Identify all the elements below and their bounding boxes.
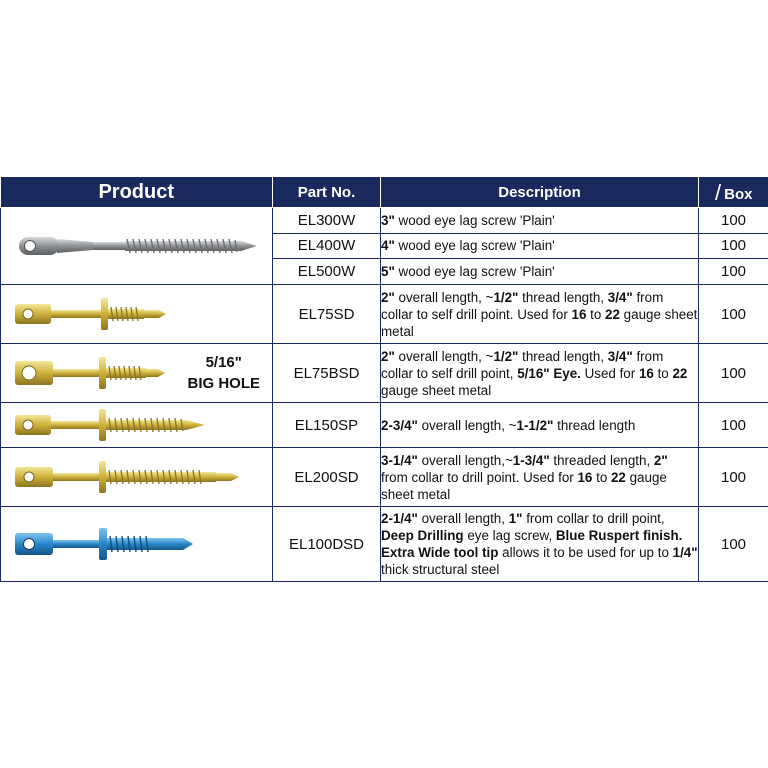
table-row [1, 344, 768, 403]
table-row [1, 448, 768, 507]
header-part-no: Part No. [273, 177, 381, 208]
part-number: EL75BSD [273, 344, 381, 403]
box-quantity: 100 [699, 259, 768, 285]
box-quantity: 100 [699, 285, 768, 344]
description: 4" wood eye lag screw 'Plain' [381, 233, 699, 259]
gold-self-drill-eye-lag-screw [1, 285, 273, 343]
box-quantity: 100 [699, 448, 768, 507]
product-image-cell [1, 344, 273, 403]
table-row [1, 208, 768, 234]
table-row [1, 285, 768, 344]
product-image-cell [1, 285, 273, 344]
part-number: EL75SD [273, 285, 381, 344]
gold-sharp-point-eye-lag-screw [1, 403, 273, 447]
part-number: EL100DSD [273, 507, 381, 582]
product-image-cell [1, 208, 273, 285]
box-quantity: 100 [699, 344, 768, 403]
gold-long-self-drill-eye-lag-screw [1, 448, 273, 506]
part-number: EL150SP [273, 403, 381, 448]
description: 3-1/4" overall length,~1-3/4" threaded length, 2" from collar to drill point. Used for 16 to 22 gauge sheet metal [381, 448, 699, 507]
box-quantity: 100 [699, 233, 768, 259]
blue-deep-drilling-eye-lag-screw [1, 507, 273, 581]
product-image-cell [1, 507, 273, 582]
description: 2" overall length, ~1/2" thread length, 3/4" from collar to self drill point, 5/16" Eye. Used for 16 to 22 gauge sheet metal [381, 344, 699, 403]
product-image-cell [1, 403, 273, 448]
big-hole-size: 5/16" [205, 354, 242, 371]
part-number: EL400W [273, 233, 381, 259]
big-hole-label: BIG HOLE [187, 375, 260, 392]
box-quantity: 100 [699, 507, 768, 582]
product-table [0, 177, 768, 582]
description: 3" wood eye lag screw 'Plain' [381, 208, 699, 234]
product-image-cell [1, 448, 273, 507]
header-box-slash: / [715, 180, 722, 205]
description: 2-1/4" overall length, 1" from collar to drill point, Deep Drilling eye lag screw, Blue Ruspert finish. Extra Wide tool tip allows it to be used for up to 1/4" thick structural steel [381, 507, 699, 582]
description: 2-3/4" overall length, ~1-1/2" thread length [381, 403, 699, 448]
description: 2" overall length, ~1/2" thread length, 3/4" from collar to self drill point. Used for 16 to 22 gauge sheet metal [381, 285, 699, 344]
header-box [699, 177, 768, 208]
header-description: Description [381, 177, 699, 208]
box-quantity: 100 [699, 403, 768, 448]
table-row [1, 507, 768, 582]
description: 5" wood eye lag screw 'Plain' [381, 259, 699, 285]
part-number: EL500W [273, 259, 381, 285]
header-box-label: Box [724, 186, 753, 203]
table-header-row [1, 177, 768, 208]
header-product: Product [1, 177, 273, 208]
part-number: EL200SD [273, 448, 381, 507]
big-hole-note [187, 352, 260, 394]
part-number: EL300W [273, 208, 381, 234]
box-quantity: 100 [699, 208, 768, 234]
silver-wood-eye-lag-screw [1, 208, 273, 284]
table-row [1, 403, 768, 448]
